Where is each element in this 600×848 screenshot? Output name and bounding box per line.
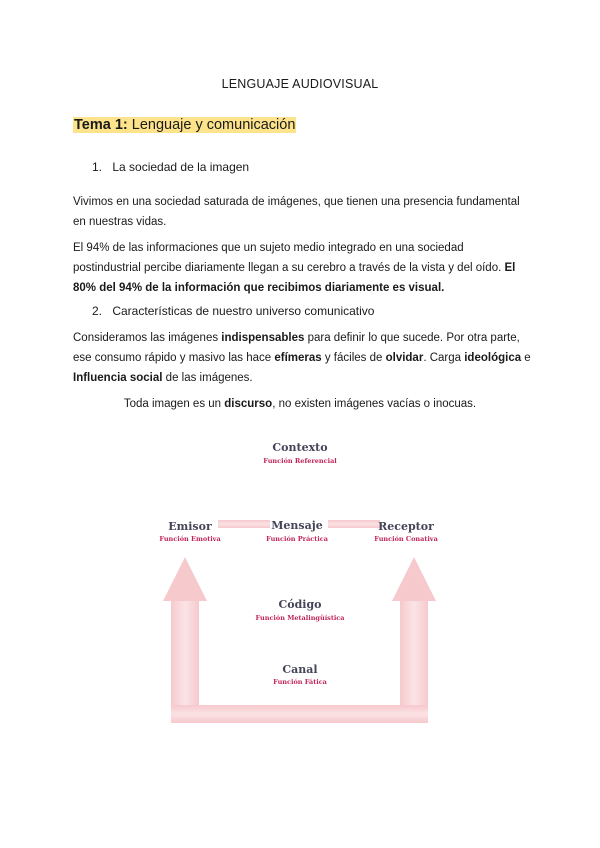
paragraph-3-text-2: para definir lo que sucede. Por otra parte, ese consumo rápido y masivo las hace	[73, 332, 520, 364]
paragraph-2-text: El 94% de las informaciones que un sujeto medio integrado en una sociedad postindustrial percibe diariamente llegan a su cerebro a través de la vista y del oído.	[73, 242, 505, 274]
document-title: LENGUAJE AUDIOVISUAL	[221, 77, 379, 91]
mensaje-label: Mensaje	[271, 519, 323, 532]
section-2-number: 2.	[92, 304, 103, 318]
paragraph-3-bold-1: indispensables	[221, 332, 305, 344]
bottom-bar	[171, 705, 428, 723]
centered-statement-bold: discurso	[224, 398, 273, 410]
centered-statement	[0, 398, 600, 410]
emisor-label: Emisor	[168, 520, 212, 533]
mensaje-function: Función Práctica	[266, 535, 328, 543]
paragraph-3	[73, 328, 533, 388]
paragraph-3-text-4: . Carga	[423, 352, 465, 364]
paragraph-3-bold-3: olvidar	[385, 352, 424, 364]
paragraph-3-text-6: de las imágenes.	[162, 372, 253, 384]
section-2-heading	[92, 304, 374, 318]
section-2-title: Características de nuestro universo comunicativo	[112, 304, 375, 318]
canal-function: Función Fática	[273, 678, 327, 686]
contexto-function: Función Referencial	[263, 457, 337, 465]
section-1-number: 1.	[92, 160, 103, 174]
paragraph-1: Vivimos en una sociedad saturada de imágenes, que tienen una presencia fundamental en nuestras vidas.	[73, 196, 520, 228]
paragraph-2-bold: El 80% del 94% de la información que recibimos diariamente es visual.	[73, 262, 516, 294]
paragraph-3-text-1: Consideramos las imágenes	[73, 332, 222, 344]
section-1-title: La sociedad de la imagen	[112, 160, 250, 174]
codigo-label: Código	[278, 598, 322, 611]
centered-statement-text-1: Toda imagen es un	[123, 398, 225, 410]
receptor-function: Función Conativa	[374, 535, 438, 543]
left-arrow-shaft	[171, 598, 199, 720]
paragraph-3-bold-4: ideológica	[464, 352, 522, 364]
centered-statement-text-2: , no existen imágenes vacías o inocuas.	[272, 398, 477, 410]
receptor-label: Receptor	[378, 520, 434, 533]
paragraph-3-bold-5: Influencia social	[73, 372, 163, 384]
section-1-heading	[92, 160, 249, 174]
paragraph-2	[73, 238, 533, 298]
codigo-function: Función Metalingüística	[255, 614, 345, 622]
topic-heading	[73, 117, 296, 133]
topic-prefix: Tema 1:	[74, 117, 128, 133]
right-arrow-up-icon	[390, 555, 438, 601]
paragraph-3-text-5: e	[521, 352, 531, 364]
emisor-function: Función Emotiva	[159, 535, 221, 543]
right-arrow-shaft	[400, 598, 428, 720]
topic-text: Lenguaje y comunicación	[127, 117, 296, 133]
paragraph-3-text-3: y fáciles de	[321, 352, 386, 364]
communication-diagram	[150, 435, 450, 730]
canal-label: Canal	[282, 663, 318, 676]
contexto-label: Contexto	[272, 441, 328, 454]
left-arrow-up-icon	[161, 555, 209, 601]
paragraph-3-bold-2: efímeras	[274, 352, 322, 364]
